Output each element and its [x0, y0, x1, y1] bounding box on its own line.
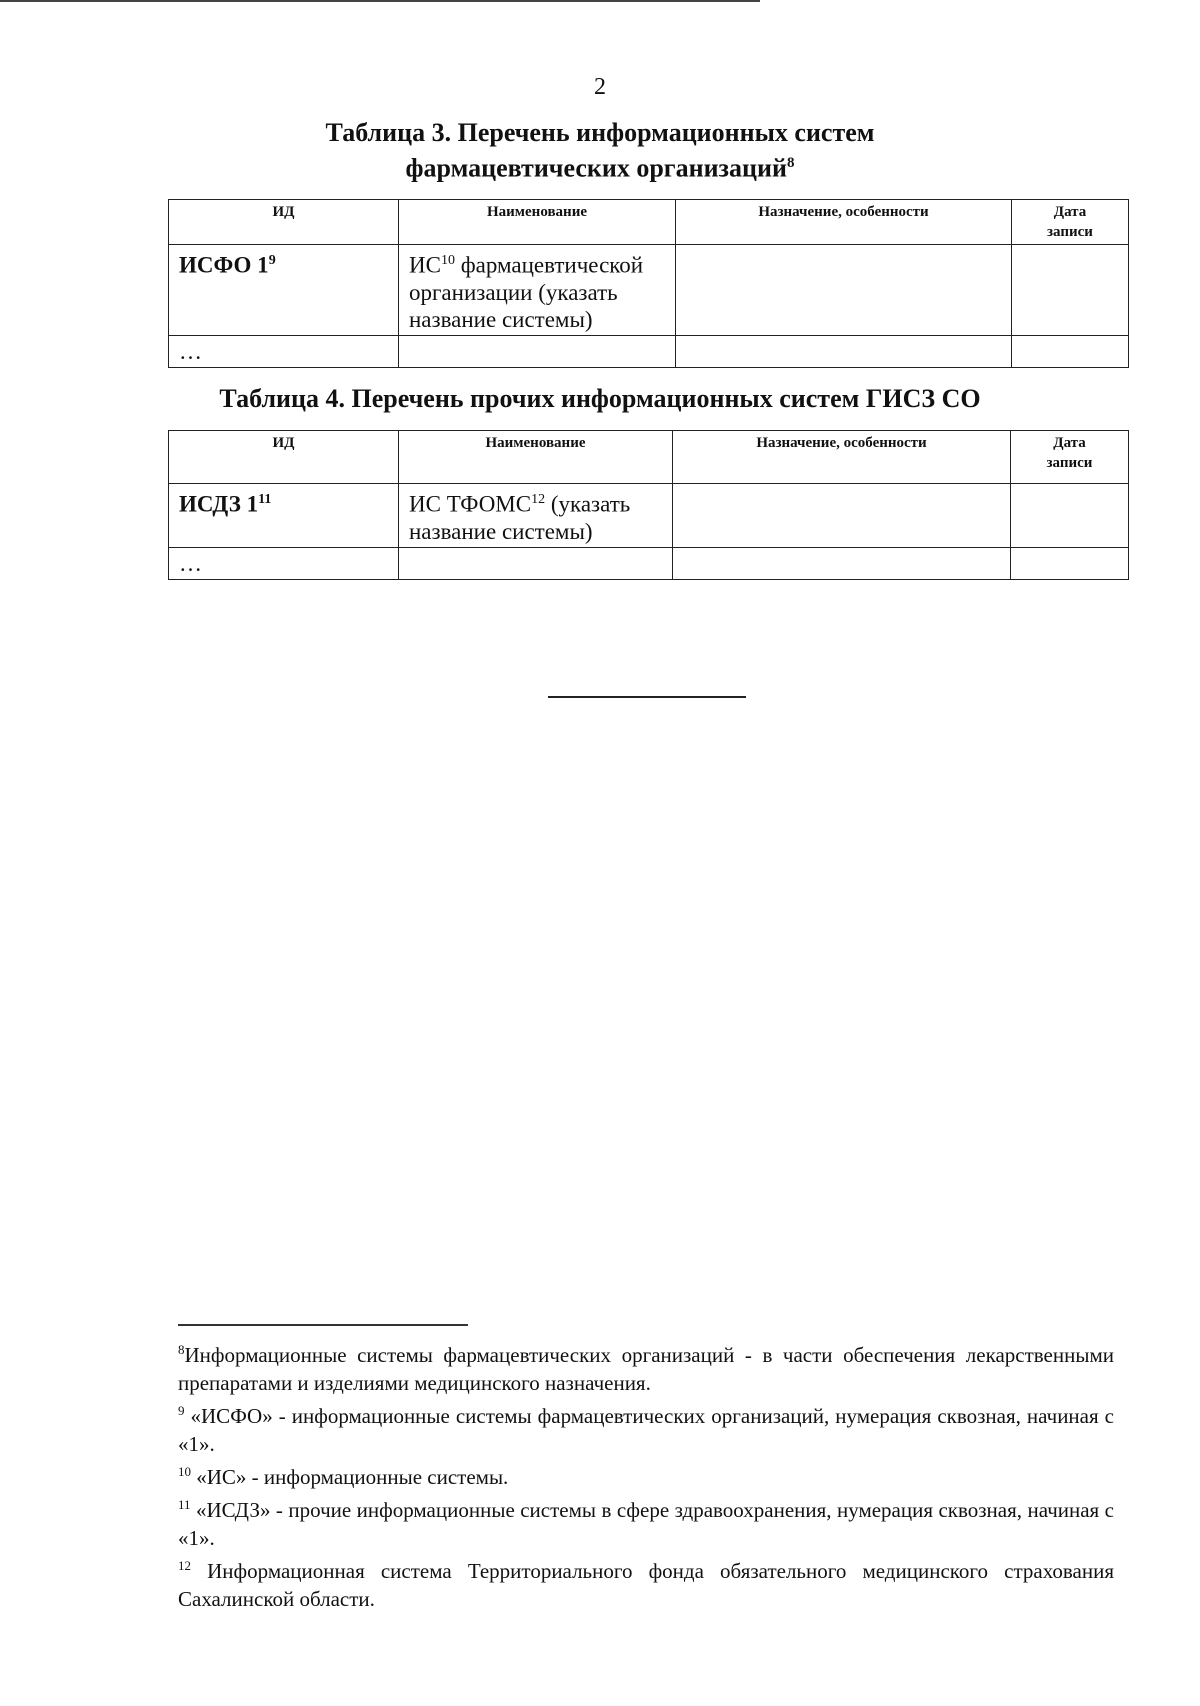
table3-caption-line2-text: фармацевтических организаций	[405, 153, 787, 183]
footnote-mark: 12	[178, 1558, 191, 1573]
top-edge-line	[0, 0, 760, 2]
table-row	[169, 245, 1129, 336]
header-date-line2: записи	[1046, 455, 1093, 471]
table3	[168, 199, 1129, 368]
footnote-ref-10: 10	[440, 253, 455, 268]
footnote-11	[178, 1491, 1114, 1552]
row-ellipsis: …	[169, 547, 399, 579]
header-purpose: Назначение, особенности	[673, 431, 1011, 484]
footnote-12	[178, 1552, 1114, 1613]
table-row	[169, 484, 1129, 548]
header-date-line1: Дата	[1053, 204, 1087, 220]
row-date-cell	[1011, 484, 1129, 548]
row-name-cell	[399, 245, 676, 336]
header-date-line2: записи	[1047, 224, 1093, 240]
section-separator	[548, 696, 746, 698]
table-row	[169, 335, 1129, 367]
footnote-9	[178, 1397, 1114, 1458]
footnote-ref-9: 9	[268, 253, 276, 268]
row-id-cell	[169, 484, 399, 548]
row-ellipsis: …	[169, 335, 399, 367]
page-number: 2	[594, 74, 606, 100]
table3-caption-line2	[0, 148, 1200, 184]
footnote-text: «ИСДЗ» - прочие информационные системы в сфере здравоохранения, нумерация сквозная, начиная с «1».	[178, 1498, 1114, 1550]
row-id: ИСДЗ 1	[179, 491, 259, 517]
empty-cell	[399, 547, 673, 579]
footnote-10	[178, 1458, 1114, 1491]
footnote-8	[178, 1336, 1114, 1397]
header-id: ИД	[169, 200, 399, 245]
table3-caption-line1: Таблица 3. Перечень информационных систем	[325, 118, 875, 147]
footnote-mark: 8	[178, 1342, 185, 1357]
footnotes	[178, 1336, 1114, 1613]
empty-cell	[673, 547, 1011, 579]
table3-header-row	[169, 200, 1129, 245]
header-date	[1011, 431, 1129, 484]
header-purpose: Назначение, особенности	[676, 200, 1012, 245]
footnote-mark: 9	[178, 1403, 185, 1418]
footnote-text: «ИСФО» - информационные системы фармацевтических организаций, нумерация сквозная, начиная с «1».	[178, 1404, 1114, 1456]
row-purpose-cell	[673, 484, 1011, 548]
table4	[168, 430, 1129, 580]
footnote-ref-11: 11	[258, 492, 272, 507]
footnote-text: «ИС» - информационные системы.	[191, 1465, 509, 1489]
footnote-mark: 10	[178, 1464, 191, 1479]
row-name-rest: (указать название системы)	[409, 491, 631, 544]
header-name: Наименование	[399, 431, 673, 484]
empty-cell	[1011, 547, 1129, 579]
row-name-prefix: ИС ТФОМС	[409, 491, 532, 517]
footnote-ref-8: 8	[786, 155, 795, 171]
header-id: ИД	[169, 431, 399, 484]
table4-caption: Таблица 4. Перечень прочих информационных систем ГИСЗ СО	[219, 384, 981, 413]
empty-cell	[399, 335, 676, 367]
table4-header-row	[169, 431, 1129, 484]
row-name-prefix: ИС	[409, 252, 441, 278]
header-date-line1: Дата	[1053, 435, 1086, 451]
footnote-mark: 11	[178, 1497, 191, 1512]
footnote-ref-12: 12	[531, 492, 546, 507]
table3-caption	[0, 118, 1200, 184]
row-date-cell	[1012, 245, 1129, 336]
row-name-cell	[399, 484, 673, 548]
row-name-rest: фармацевтической организации (указать название системы)	[409, 252, 644, 332]
empty-cell	[676, 335, 1012, 367]
header-date	[1012, 200, 1129, 245]
table-row	[169, 547, 1129, 579]
row-id: ИСФО 1	[179, 252, 269, 278]
footnote-separator	[178, 1324, 468, 1326]
row-id-cell	[169, 245, 399, 336]
empty-cell	[1012, 335, 1129, 367]
row-purpose-cell	[676, 245, 1012, 336]
header-name: Наименование	[399, 200, 676, 245]
footnote-text: Информационная система Территориального фонда обязательного медицинского страхования Сахалинской области.	[178, 1559, 1114, 1611]
footnote-text: Информационные системы фармацевтических организаций - в части обеспечения лекарственными препаратами и изделиями медицинского назначения.	[178, 1343, 1114, 1395]
